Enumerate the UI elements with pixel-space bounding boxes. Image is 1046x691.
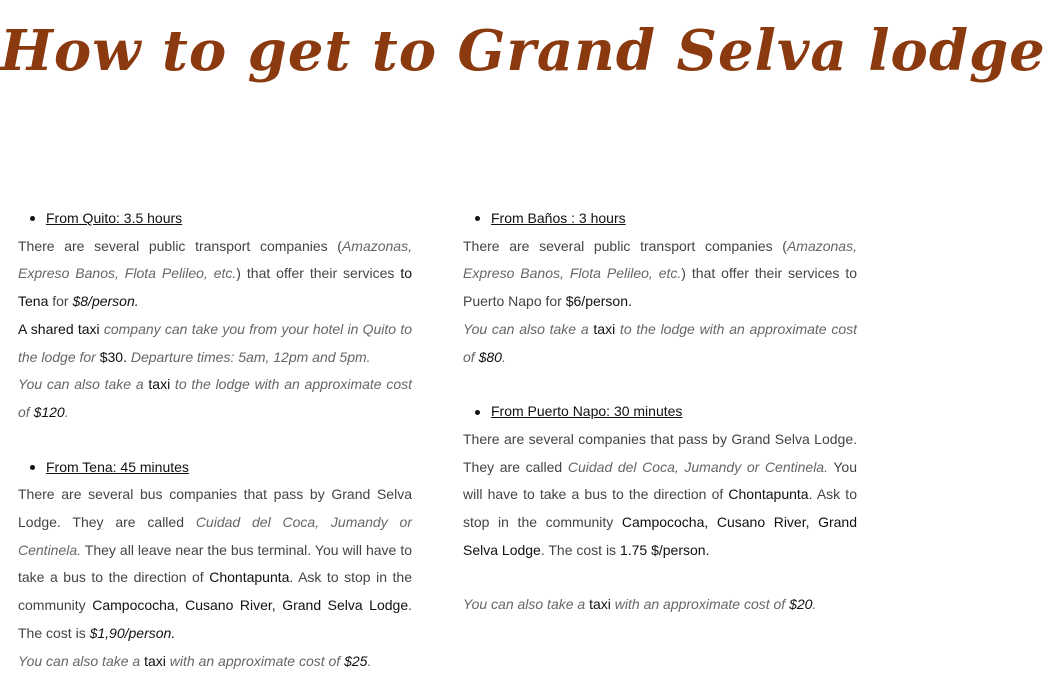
section-heading: [463, 398, 857, 426]
heading-label: From Baños : 3 hours: [491, 210, 626, 226]
paragraph: [18, 316, 412, 371]
stop-location: Campococha, Cusano River, Grand Selva Lodge: [463, 514, 858, 558]
text: with an approximate cost of: [610, 596, 790, 613]
departure-times: Departure times: 5am, 12pm and 5pm.: [126, 348, 371, 365]
heading-label: From Quito: 3.5 hours: [46, 210, 183, 226]
text: to the lodge with an approximate cost of: [18, 376, 412, 420]
company-names: Amazonas, Expreso Banos, Flota Pelileo, etc.: [463, 237, 857, 282]
section-from-puerto-napo: [463, 398, 857, 619]
section-from-quito: [18, 205, 412, 427]
paragraph: [463, 591, 857, 619]
section-heading: [18, 205, 412, 233]
text: to the lodge with an approximate cost of: [463, 320, 857, 365]
text: There are several bus companies that pass by Grand Selva Lodge. They are called: [18, 486, 412, 531]
taxi: taxi: [589, 596, 611, 613]
text: . The cost is: [540, 541, 620, 558]
left-column: [18, 205, 412, 675]
company-names: Cuidad del Coca, Jumandy or Centinela.: [567, 458, 828, 475]
company-names: Cuidad del Coca, Jumandy or Centinela.: [18, 514, 412, 558]
text: .: [501, 348, 506, 365]
text: .: [812, 596, 817, 613]
section-from-banos: [463, 205, 857, 371]
bullet-icon: [475, 216, 480, 221]
heading-label: From Puerto Napo: 30 minutes: [491, 403, 683, 420]
text: ) that offer their services: [236, 265, 401, 282]
text: . Ask to stop in the community: [18, 569, 412, 614]
direction: Chontapunta: [209, 569, 290, 586]
heading-label: From Tena: 45 minutes: [46, 458, 189, 475]
shared-taxi: A shared taxi: [18, 320, 100, 337]
price: $25: [344, 652, 368, 669]
section-heading: [463, 205, 857, 233]
text: You can also take a: [463, 320, 594, 337]
destination: to Tena: [18, 265, 413, 310]
text: . The cost is: [18, 597, 413, 641]
bullet-icon: [30, 465, 35, 470]
taxi: taxi: [148, 376, 171, 393]
text: You can also take a: [463, 596, 590, 613]
text: There are several companies that pass by Grand Selva Lodge. They are called: [463, 430, 857, 475]
taxi: taxi: [593, 320, 616, 337]
right-column: [463, 205, 857, 619]
section-heading: [18, 454, 412, 482]
text: You can also take a: [18, 652, 145, 669]
section-from-tena: [18, 454, 412, 676]
text: company can take you from your hotel in Quito to the lodge for: [18, 320, 412, 365]
paragraph: [18, 481, 412, 647]
price: $6/person.: [565, 293, 632, 310]
price: $30.: [99, 348, 127, 365]
text: You will have to take a bus to the direction of: [463, 458, 857, 503]
price: $8/person.: [72, 293, 139, 310]
spacer: [463, 564, 857, 591]
page-title: How to get to Grand Selva lodge: [0, 18, 1046, 84]
price: $120: [33, 403, 65, 420]
price: $1,90/person.: [89, 624, 176, 641]
paragraph: [18, 371, 412, 426]
text: for: [48, 293, 73, 310]
paragraph: [463, 316, 857, 371]
paragraph: [463, 233, 857, 316]
price: $80: [478, 348, 502, 365]
company-names: Amazonas, Expreso Banos, Flota Pelileo, etc.: [18, 237, 412, 282]
text: .: [64, 403, 69, 420]
text: .: [367, 652, 372, 669]
text: There are several public transport companies (: [18, 237, 342, 254]
text: There are several public transport companies (: [463, 237, 787, 254]
text: They all leave near the bus terminal. You will have to take a bus to the direction of: [18, 541, 412, 586]
text: . Ask to stop in the community: [463, 486, 857, 531]
paragraph: [18, 648, 412, 676]
taxi: taxi: [144, 652, 166, 669]
bullet-icon: [30, 216, 35, 221]
direction: Chontapunta: [728, 486, 809, 503]
stop-location: Campocochа, Cusano River, Grand Selva Lodge: [92, 597, 409, 614]
text: You can also take a: [18, 376, 149, 393]
paragraph: [18, 233, 412, 316]
price: $20: [789, 596, 813, 613]
text: ) that offer their services to Puerto Napo for: [463, 265, 858, 310]
price: 1.75 $/person.: [619, 541, 710, 558]
text: with an approximate cost of: [165, 652, 345, 669]
bullet-icon: [475, 410, 480, 415]
paragraph: [463, 426, 857, 565]
